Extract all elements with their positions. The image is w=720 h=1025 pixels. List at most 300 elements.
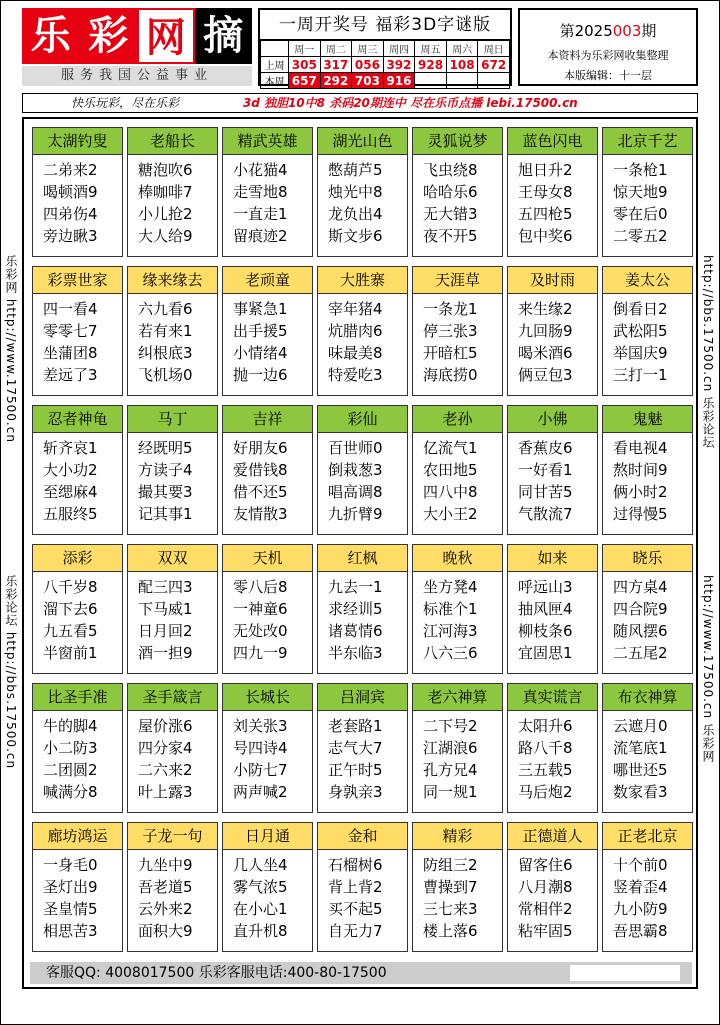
riddle-card: [602, 822, 693, 952]
logo: [22, 8, 252, 64]
riddle-card-title: 缘来缘去: [128, 267, 217, 294]
this-week-label: 本周: [261, 73, 289, 89]
riddle-line: 抽风匣4: [518, 600, 573, 618]
riddle-line: 二下号2: [423, 717, 478, 735]
riddle-card: [222, 544, 313, 674]
riddle-line: 飞虫绕8: [423, 161, 478, 179]
riddle-line: 惊天地9: [613, 183, 668, 201]
riddle-line: 九回肠9: [518, 322, 573, 340]
riddle-line: 五服终5: [43, 505, 98, 523]
riddle-line: 两声喊2: [233, 783, 288, 801]
riddle-card-lines: [413, 433, 502, 525]
riddle-card: [222, 127, 313, 257]
riddle-line: 十个前0: [613, 856, 668, 874]
riddle-line: 农田地5: [423, 461, 478, 479]
riddle-line: 九五看5: [43, 622, 98, 640]
side-text-left-1: 乐彩网 http://www.17500.cn: [4, 255, 18, 443]
riddle-card: [317, 544, 408, 674]
riddle-line: 喝米酒6: [518, 344, 573, 362]
riddle-line: 倒看日2: [613, 300, 668, 318]
riddle-line: 至缌麻4: [43, 483, 98, 501]
riddle-card-lines: [413, 572, 502, 664]
riddle-line: 纠根底3: [138, 344, 193, 362]
riddle-line: 四九一9: [233, 644, 288, 662]
riddle-card-title: 正德道人: [508, 823, 597, 850]
riddle-line: 爱借钱8: [233, 461, 288, 479]
logo-char-4: 摘: [195, 8, 253, 64]
riddle-line: 二弟来2: [43, 161, 98, 179]
riddle-line: 大小王2: [423, 505, 478, 523]
draw-number: 392: [383, 57, 415, 73]
riddle-line: 二六来2: [138, 761, 193, 779]
riddle-line: 王母女8: [518, 183, 573, 201]
riddle-line: 飞机场0: [138, 366, 193, 384]
riddle-card-title: 大胜寨: [318, 267, 407, 294]
riddle-card-lines: [318, 155, 407, 247]
riddle-card-title: 老船长: [128, 128, 217, 155]
riddle-line: 四弟伤4: [43, 205, 98, 223]
riddle-card: [127, 822, 218, 952]
riddle-card-title: 老顽童: [223, 267, 312, 294]
riddle-line: 标准个1: [423, 600, 478, 618]
riddle-line: 武松阳5: [613, 322, 668, 340]
riddle-card-lines: [318, 294, 407, 386]
riddle-line: 一神童6: [233, 600, 288, 618]
riddle-card-lines: [128, 433, 217, 525]
riddle-line: 斩齐哀1: [43, 439, 98, 457]
weekly-draw-box: [258, 8, 512, 86]
last-week-label: 上周: [261, 57, 289, 73]
riddle-line: 零八后8: [233, 578, 288, 596]
riddle-line: 同甘苦5: [518, 483, 573, 501]
riddle-card-lines: [413, 294, 502, 386]
riddle-line: 零零七7: [43, 322, 98, 340]
riddle-card-title: 长城长: [223, 684, 312, 711]
riddle-line: 经既明5: [138, 439, 193, 457]
riddle-line: 买不起5: [328, 900, 383, 918]
draw-number: 928: [415, 57, 447, 73]
side-text-right-1: http://bbs.17500.cn 乐彩论坛: [701, 255, 715, 450]
riddle-line: 屋价涨6: [138, 717, 193, 735]
riddle-line: 老套路1: [328, 717, 383, 735]
riddle-line: 石榴树6: [328, 856, 383, 874]
riddle-card-title: 忍者神龟: [33, 406, 122, 433]
riddle-row: [32, 822, 694, 958]
riddle-line: 零在后0: [613, 205, 668, 223]
riddle-card: [127, 544, 218, 674]
riddle-line: 喝顿酒9: [43, 183, 98, 201]
riddle-card-title: 子龙一句: [128, 823, 217, 850]
source-note: 本资料为乐彩网收集整理: [547, 49, 669, 62]
riddle-card: [507, 127, 598, 257]
draw-number: 703: [352, 73, 384, 89]
riddle-card-title: 彩票世家: [33, 267, 122, 294]
riddle-line: 志气大7: [328, 739, 383, 757]
riddle-card-lines: [318, 711, 407, 803]
riddle-card-lines: [33, 433, 122, 525]
riddle-line: 二零五2: [613, 227, 668, 245]
riddle-line: 云遮月0: [613, 717, 668, 735]
riddle-card-title: 彩仙: [318, 406, 407, 433]
riddle-line: 喊满分8: [43, 783, 98, 801]
riddle-card-lines: [223, 155, 312, 247]
riddle-card: [412, 127, 503, 257]
riddle-line: 斯文步6: [328, 227, 383, 245]
riddle-card: [127, 266, 218, 396]
riddle-line: 小情绪4: [233, 344, 288, 362]
riddle-line: 小二防3: [43, 739, 98, 757]
riddle-card-title: 太湖钓叟: [33, 128, 122, 155]
riddle-line: 流笔底1: [613, 739, 668, 757]
riddle-card: [32, 127, 123, 257]
day-header: 周六: [446, 41, 478, 57]
riddle-card-title: 吕洞宾: [318, 684, 407, 711]
draw-number: [415, 73, 447, 89]
riddle-card-lines: [508, 433, 597, 525]
riddle-card-lines: [508, 294, 597, 386]
banner-promo[interactable]: 3d 独胆10中8 杀码20期连中 尽在乐币点播 lebi.17500.cn: [242, 96, 578, 110]
riddle-line: 味最美8: [328, 344, 383, 362]
riddle-card-lines: [318, 433, 407, 525]
riddle-card-lines: [33, 572, 122, 664]
riddle-line: 吾思霸8: [613, 922, 668, 940]
riddle-line: 气散流7: [518, 505, 573, 523]
riddle-line: 留痕迹2: [233, 227, 288, 245]
riddle-line: 抛一边6: [233, 366, 288, 384]
riddle-line: 粘牢固5: [518, 922, 573, 940]
riddle-card: [32, 544, 123, 674]
draw-number: 292: [320, 73, 352, 89]
riddle-card-lines: [33, 294, 122, 386]
riddle-card: [412, 266, 503, 396]
riddle-card-title: 北京千艺: [603, 128, 692, 155]
riddle-card: [507, 405, 598, 535]
riddle-line: 常相伴2: [518, 900, 573, 918]
riddle-card-lines: [223, 294, 312, 386]
riddle-line: 溜下去6: [43, 600, 98, 618]
riddle-card-lines: [223, 850, 312, 942]
riddle-line: 大人给9: [138, 227, 193, 245]
riddle-line: 举国庆9: [613, 344, 668, 362]
riddle-line: 六九看6: [138, 300, 193, 318]
riddle-line: 几人坐4: [233, 856, 288, 874]
riddle-card-title: 老六神算: [413, 684, 502, 711]
riddle-card-title: 老孙: [413, 406, 502, 433]
riddle-line: 一条枪1: [613, 161, 668, 179]
riddle-line: 宜固思1: [518, 644, 573, 662]
side-text-left-2: 乐彩论坛 http://bbs.17500.cn: [4, 575, 18, 770]
riddle-line: 四分家4: [138, 739, 193, 757]
riddle-line: 四一看4: [43, 300, 98, 318]
riddle-line: 雾气浓5: [233, 878, 288, 896]
riddle-line: 吾老道5: [138, 878, 193, 896]
riddle-card-lines: [128, 711, 217, 803]
riddle-line: 若有来1: [138, 322, 193, 340]
riddle-line: 无大错3: [423, 205, 478, 223]
draw-number: 317: [320, 57, 352, 73]
riddle-card-title: 布衣神算: [603, 684, 692, 711]
riddle-card-lines: [603, 433, 692, 525]
riddle-card-lines: [508, 711, 597, 803]
riddle-line: 亿流气1: [423, 439, 478, 457]
riddle-line: 正午时5: [328, 761, 383, 779]
riddle-line: 自无力7: [328, 922, 383, 940]
riddle-line: 三七来3: [423, 900, 478, 918]
riddle-line: 孔方兄4: [423, 761, 478, 779]
riddle-line: 来生缘2: [518, 300, 573, 318]
riddle-line: 走雪地8: [233, 183, 288, 201]
riddle-card-title: 添彩: [33, 545, 122, 572]
riddle-line: 香蕉皮6: [518, 439, 573, 457]
riddle-line: 楼上落6: [423, 922, 478, 940]
riddle-line: 直升机8: [233, 922, 288, 940]
riddle-line: 马后炮2: [518, 783, 573, 801]
riddle-line: 曹操到7: [423, 878, 478, 896]
banner: [22, 93, 698, 113]
day-header: 周日: [478, 41, 510, 57]
riddle-line: 哪世还5: [613, 761, 668, 779]
riddle-card: [602, 683, 693, 813]
riddle-line: 小花猫4: [233, 161, 288, 179]
draw-number: 056: [352, 57, 384, 73]
riddle-row: [32, 405, 694, 541]
riddle-line: 大小功2: [43, 461, 98, 479]
weekly-draw-title: 一周开奖号 福彩3D字谜版: [260, 10, 510, 40]
riddle-card-title: 红枫: [318, 545, 407, 572]
riddle-card: [317, 405, 408, 535]
riddle-line: 八月潮8: [518, 878, 573, 896]
riddle-card-lines: [128, 155, 217, 247]
riddle-card-title: 廊坊鸿运: [33, 823, 122, 850]
riddle-line: 小防七7: [233, 761, 288, 779]
riddle-line: 好朋友6: [233, 439, 288, 457]
riddle-line: 江河海3: [423, 622, 478, 640]
riddle-line: 借不还5: [233, 483, 288, 501]
riddle-line: 半东临3: [328, 644, 383, 662]
riddle-card-title: 真实谎言: [508, 684, 597, 711]
riddle-line: 糖泡吹6: [138, 161, 193, 179]
riddle-line: 呼远山3: [518, 578, 573, 596]
riddle-card: [507, 683, 598, 813]
logo-char-3: 网: [137, 8, 195, 64]
riddle-line: 小儿抢2: [138, 205, 193, 223]
riddle-card: [412, 683, 503, 813]
riddle-line: 九去一1: [328, 578, 383, 596]
riddle-line: 坐蒲团8: [43, 344, 98, 362]
riddle-line: 路八千8: [518, 739, 573, 757]
riddle-line: 海底捞0: [423, 366, 478, 384]
riddle-line: 憋葫芦5: [328, 161, 383, 179]
slogan: 服务我国公益事业: [22, 66, 252, 86]
riddle-card: [602, 127, 693, 257]
riddle-card-title: 晚秋: [413, 545, 502, 572]
issue-number: 第2025003期: [559, 22, 657, 40]
riddle-line: 九坐中9: [138, 856, 193, 874]
riddle-line: 云外来2: [138, 900, 193, 918]
riddle-line: 撮其要3: [138, 483, 193, 501]
riddle-card: [32, 405, 123, 535]
riddle-card-lines: [508, 850, 597, 942]
riddle-line: 八千岁8: [43, 578, 98, 596]
riddle-card: [222, 683, 313, 813]
riddle-line: 方读子4: [138, 461, 193, 479]
issue-box: [518, 8, 698, 86]
riddle-card-lines: [413, 711, 502, 803]
riddle-line: 半窗前1: [43, 644, 98, 662]
riddle-line: 俩豆包3: [518, 366, 573, 384]
draw-number: 657: [289, 73, 321, 89]
riddle-card: [127, 127, 218, 257]
riddle-grid: [32, 127, 694, 961]
riddle-card-title: 晓乐: [603, 545, 692, 572]
riddle-line: 看电视4: [613, 439, 668, 457]
riddle-row: [32, 266, 694, 402]
riddle-card-lines: [413, 850, 502, 942]
riddle-card: [317, 822, 408, 952]
riddle-line: 记其事1: [138, 505, 193, 523]
riddle-line: 叶上露3: [138, 783, 193, 801]
riddle-line: 特爱吃3: [328, 366, 383, 384]
riddle-line: 下马威1: [138, 600, 193, 618]
riddle-line: 四方桌4: [613, 578, 668, 596]
riddle-line: 棒咖啡7: [138, 183, 193, 201]
riddle-line: 诸葛情6: [328, 622, 383, 640]
riddle-card: [317, 266, 408, 396]
riddle-row: [32, 544, 694, 680]
riddle-card-lines: [223, 572, 312, 664]
riddle-card-lines: [33, 711, 122, 803]
riddle-card: [32, 266, 123, 396]
riddle-card-title: 及时雨: [508, 267, 597, 294]
riddle-line: 牛的脚4: [43, 717, 98, 735]
riddle-line: 相思苦3: [43, 922, 98, 940]
footer-contact: 客服QQ: 4008017500 乐彩客服电话:400-80-17500: [46, 965, 387, 981]
riddle-line: 过得慢5: [613, 505, 668, 523]
riddle-line: 数家看3: [613, 783, 668, 801]
riddle-card: [222, 405, 313, 535]
riddle-card-title: 比圣手准: [33, 684, 122, 711]
riddle-line: 酒一担9: [138, 644, 193, 662]
riddle-line: 随风摆6: [613, 622, 668, 640]
riddle-line: 宰年猪4: [328, 300, 383, 318]
riddle-card-lines: [33, 155, 122, 247]
riddle-row: [32, 683, 694, 819]
riddle-card: [127, 405, 218, 535]
riddle-card-lines: [413, 155, 502, 247]
riddle-line: 无处改0: [233, 622, 288, 640]
riddle-line: 事紧急1: [233, 300, 288, 318]
riddle-line: 开暗杠5: [423, 344, 478, 362]
riddle-line: 一条龙1: [423, 300, 478, 318]
riddle-line: 出手援5: [233, 322, 288, 340]
riddle-line: 四八中8: [423, 483, 478, 501]
riddle-card-title: 如来: [508, 545, 597, 572]
riddle-card-title: 姜太公: [603, 267, 692, 294]
riddle-line: 圣灯出9: [43, 878, 98, 896]
riddle-card-lines: [603, 711, 692, 803]
riddle-card: [127, 683, 218, 813]
riddle-card-lines: [603, 572, 692, 664]
riddle-card: [32, 822, 123, 952]
riddle-card: [317, 127, 408, 257]
banner-slogan: 快乐玩彩，尽在乐彩: [71, 96, 180, 110]
riddle-card: [412, 822, 503, 952]
footer-blank-box: [570, 965, 680, 981]
riddle-line: 四合院9: [613, 600, 668, 618]
riddle-card-lines: [603, 850, 692, 942]
riddle-line: 炕腊肉6: [328, 322, 383, 340]
riddle-line: 圣皇情5: [43, 900, 98, 918]
riddle-line: 五四枪5: [518, 205, 573, 223]
riddle-card-lines: [318, 572, 407, 664]
riddle-line: 哈哈乐6: [423, 183, 478, 201]
riddle-card: [602, 405, 693, 535]
riddle-line: 在小心1: [233, 900, 288, 918]
footer: [30, 962, 692, 984]
riddle-card-title: 圣手箴言: [128, 684, 217, 711]
riddle-line: 差远了3: [43, 366, 98, 384]
riddle-line: 太阳升6: [518, 717, 573, 735]
riddle-card: [412, 405, 503, 535]
day-header: 周四: [383, 41, 415, 57]
riddle-line: 友情散3: [233, 505, 288, 523]
riddle-card-lines: [603, 294, 692, 386]
draw-number: [478, 73, 510, 89]
riddle-line: 留客住6: [518, 856, 573, 874]
riddle-line: 包中奖6: [518, 227, 573, 245]
riddle-line: 旭日升2: [518, 161, 573, 179]
riddle-line: 二团圆2: [43, 761, 98, 779]
riddle-line: 三打一1: [613, 366, 668, 384]
riddle-card-lines: [508, 155, 597, 247]
riddle-line: 身孰亲3: [328, 783, 383, 801]
riddle-line: 九折臂9: [328, 505, 383, 523]
riddle-line: 江湖浪6: [423, 739, 478, 757]
riddle-line: 求经训5: [328, 600, 383, 618]
riddle-line: 龙负出4: [328, 205, 383, 223]
riddle-card-lines: [603, 155, 692, 247]
riddle-card-lines: [33, 850, 122, 942]
riddle-card: [507, 544, 598, 674]
draw-number: 108: [446, 57, 478, 73]
riddle-card-title: 天涯草: [413, 267, 502, 294]
day-header: 周三: [352, 41, 384, 57]
riddle-line: 柳枝条6: [518, 622, 573, 640]
riddle-line: 百世师0: [328, 439, 383, 457]
riddle-line: 背上背2: [328, 878, 383, 896]
logo-char-1: 乐: [22, 8, 80, 64]
riddle-card-lines: [128, 850, 217, 942]
riddle-card-lines: [508, 572, 597, 664]
riddle-card-lines: [223, 433, 312, 525]
riddle-line: 同一规1: [423, 783, 478, 801]
riddle-card-lines: [318, 850, 407, 942]
day-header: 周一: [289, 41, 321, 57]
riddle-card-title: 精武英雄: [223, 128, 312, 155]
riddle-card: [317, 683, 408, 813]
riddle-line: 刘关张3: [233, 717, 288, 735]
riddle-line: 面积大9: [138, 922, 193, 940]
riddle-card-lines: [128, 294, 217, 386]
riddle-card-title: 鬼魅: [603, 406, 692, 433]
riddle-card-title: 天机: [223, 545, 312, 572]
riddle-grid-panel: [22, 117, 698, 989]
riddle-line: 俩小时2: [613, 483, 668, 501]
riddle-card-title: 双双: [128, 545, 217, 572]
riddle-card: [602, 544, 693, 674]
riddle-card: [32, 683, 123, 813]
riddle-card: [222, 822, 313, 952]
